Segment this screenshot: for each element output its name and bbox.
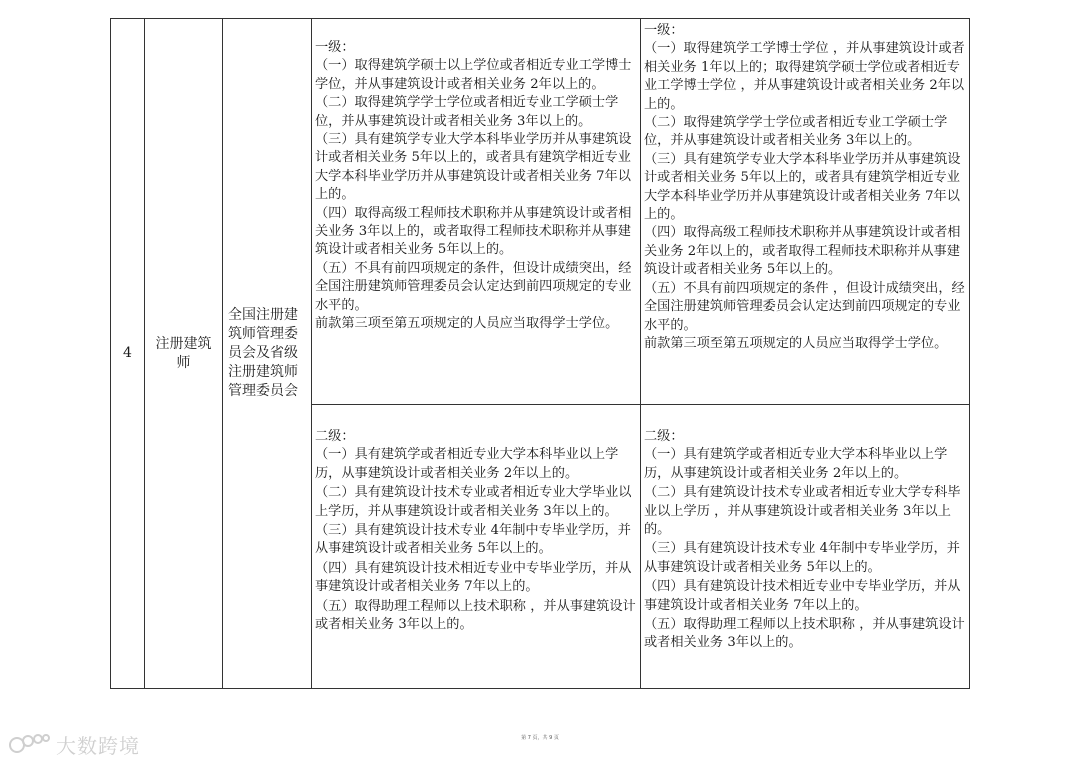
col-a-level2-item: （四）具有建筑设计技术相近专业中专毕业学历，并从事建筑设计或者相关业务 7年以上的。 (315, 560, 632, 595)
col-b-level1-item: （四）取得高级工程师技术职称并从事建筑设计或者相关业务 2年以上的，或者取得工程师技术职称并从事建筑设计或者相关业务 5年以上的。 (644, 225, 961, 278)
col-b-level2-cell (641, 405, 970, 689)
qualification-name: 注册建筑师 (145, 19, 223, 689)
watermark-logo (8, 730, 140, 758)
col-a-level1-item: （四）取得高级工程师技术职称并从事建筑设计或者相关业务 3年以上的，或者取得工程师技术职称并从事建筑设计或者相关业务 5年以上的。 (315, 205, 632, 258)
issuing-authority: 全国注册建筑师管理委员会及省级注册建筑师管理委员会 (223, 19, 312, 689)
col-b-level1-heading: 一级： (644, 23, 684, 38)
col-b-level1-item: （二）取得建筑学学士学位或者相近专业工学硕士学位，并从事建筑设计或者相关业务 3年以上的。 (644, 115, 948, 149)
col-b-level2-item: （五）取得助理工程师以上技术职称 ，并从事建筑设计或者相关业务 3年以上的。 (644, 617, 965, 651)
col-b-level2-item: （二）具有建筑设计技术专业或者相近专业大学专科毕业以上学历 ，并从事建筑设计或者相关业务 3年以上的。 (644, 485, 961, 538)
col-a-level1-heading: 一级： (315, 40, 355, 55)
col-a-level2-item: （三）具有建筑设计技术专业 4年制中专毕业学历，并从事建筑设计或者相关业务 5年以上的。 (315, 523, 631, 557)
col-a-level2-cell (312, 405, 641, 689)
col-a-level1-item: （五）不具有前四项规定的条件，但设计成绩突出，经全国注册建筑师管理委员会认定达到前四项规定的专业水平的。 (315, 260, 632, 313)
col-b-level1-note: 前款第三项至第五项规定的人员应当取得学士学位。 (644, 335, 948, 351)
col-a-level1-item: （三）具有建筑学专业大学本科毕业学历并从事建筑设计或者相关业务 5年以上的，或者具有建筑学相近专业大学本科毕业学历并从事建筑设计或者相关业务 7年以上的。 (315, 132, 632, 203)
col-a-level2-heading: 二级： (315, 429, 355, 444)
col-a-level2-item: （五）取得助理工程师以上技术职称 ，并从事建筑设计或者相关业务 3年以上的。 (315, 598, 636, 633)
col-a-level1-item: （二）取得建筑学学士学位或者相近专业工学硕士学位，并从事建筑设计或者相关业务 3年以上的。 (315, 95, 619, 129)
col-a-level1-item: （一）取得建筑学硕士以上学位或者相近专业工学博士学位，并从事建筑设计或者相关业务 2年以上的。 (315, 58, 632, 92)
col-a-level2-item: （二）具有建筑设计技术专业或者相近专业大学毕业以上学历，并从事建筑设计或者相关业务 3年以上的。 (315, 485, 632, 519)
col-a-level2-item: （一）具有建筑学或者相近专业大学本科毕业以上学历，从事建筑设计或者相关业务 2年以上的。 (315, 447, 619, 481)
page-number: 第 7 页，共 9 页 (521, 735, 559, 741)
col-b-level2-item: （一）具有建筑学或者相近专业大学本科毕业以上学历，从事建筑设计或者相关业务 2年以上的。 (644, 447, 948, 481)
col-b-level2-heading: 二级： (644, 429, 684, 444)
col-b-level1-item: （三）具有建筑学专业大学本科毕业学历并从事建筑设计或者相关业务 5年以上的，或者具有建筑学相近专业大学本科毕业学历并从事建筑设计或者相关业务 7年以上的。 (644, 151, 961, 223)
row-number: 4 (111, 19, 145, 689)
qualification-table (110, 18, 970, 689)
col-b-level2-item: （四）具有建筑设计技术相近专业中专毕业学历，并从事建筑设计或者相关业务 7年以上的。 (644, 579, 961, 613)
watermark-text: 大数跨境 (56, 733, 140, 758)
col-a-level1-note: 前款第三项至第五项规定的人员应当取得学士学位。 (315, 316, 619, 332)
col-b-level1-item: （一）取得建筑学工学博士学位 ，并从事建筑设计或者相关业务 1年以上的；取得建筑学硕士学位或者相近专业工学博士学位 ，并从事建筑设计或者相关业务 2年以上的。 (644, 41, 965, 112)
col-b-level2-item: （三）具有建筑设计技术专业 4年制中专毕业学历，并从事建筑设计或者相关业务 5年以上的。 (644, 541, 960, 575)
col-b-level1-cell (641, 19, 970, 405)
watermark-icon (8, 731, 52, 757)
col-a-level1-cell (312, 19, 641, 405)
col-b-level1-item: （五）不具有前四项规定的条件 ，但设计成绩突出，经全国注册建筑师管理委员会认定达到前四项规定的专业水平的。 (644, 280, 965, 333)
